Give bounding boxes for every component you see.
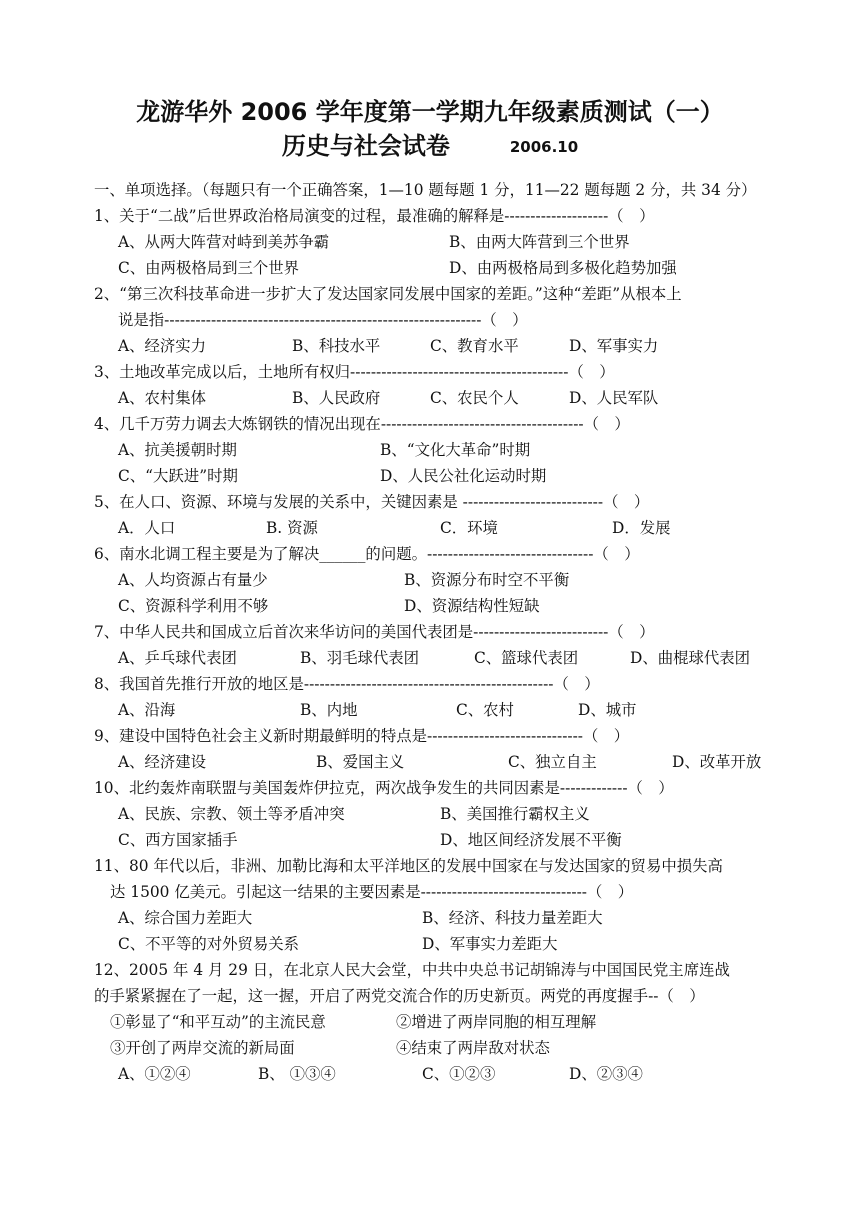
option: B、内地 — [300, 701, 358, 719]
option: A、经济实力 — [118, 337, 207, 355]
option: B、经济、科技力量差距大 — [422, 909, 603, 927]
option: B、科技水平 — [292, 337, 381, 355]
option: C、不平等的对外贸易关系 — [118, 935, 300, 953]
page-subtitle-row — [0, 126, 860, 161]
option: D、人民军队 — [569, 389, 659, 407]
option: D、改革开放 — [672, 753, 762, 771]
option: B、人民政府 — [292, 389, 381, 407]
option: A、经济建设 — [118, 753, 207, 771]
option: B、资源分布时空不平衡 — [404, 571, 570, 589]
option: D、城市 — [578, 701, 637, 719]
option: C、农村 — [456, 701, 514, 719]
option: C、由两极格局到三个世界 — [118, 259, 300, 277]
option: D、由两极格局到多极化趋势加强 — [449, 259, 677, 277]
option: C、篮球代表团 — [474, 649, 579, 667]
option: A、从两大阵营对峙到美苏争霸 — [118, 233, 330, 251]
option: C、独立自主 — [508, 753, 597, 771]
option: B、 ①③④ — [258, 1065, 336, 1083]
exam-date: 2006.10 — [509, 138, 579, 156]
option: C、资源科学利用不够 — [118, 597, 269, 615]
statement: ①彰显了“和平互动”的主流民意 — [110, 1013, 326, 1031]
page-subtitle: 历史与社会试卷 — [281, 132, 450, 160]
option: A、沿海 — [118, 701, 176, 719]
option: A、人均资源占有量少 — [118, 571, 268, 589]
option: B、由两大阵营到三个世界 — [449, 233, 630, 251]
option: C、教育水平 — [430, 337, 519, 355]
option: C、“大跃进”时期 — [118, 467, 238, 485]
option: A．人口 — [118, 519, 176, 537]
option: B. 资源 — [266, 519, 318, 537]
option: D、地区间经济发展不平衡 — [440, 831, 622, 849]
statement: ④结束了两岸敌对状态 — [396, 1039, 550, 1057]
option: B、爱国主义 — [316, 753, 405, 771]
option: A、①②④ — [118, 1065, 191, 1083]
option: C．环境 — [440, 519, 498, 537]
option: A、抗美援朝时期 — [118, 441, 237, 459]
option: B、美国推行霸权主义 — [440, 805, 590, 823]
option: B、羽毛球代表团 — [300, 649, 420, 667]
option: D、曲棍球代表团 — [630, 649, 751, 667]
option: A、民族、宗教、领土等矛盾冲突 — [118, 805, 345, 823]
option: D、人民公社化运动时期 — [380, 467, 547, 485]
option: A、综合国力差距大 — [118, 909, 253, 927]
option: D、资源结构性短缺 — [404, 597, 540, 615]
option: C、西方国家插手 — [118, 831, 238, 849]
option: C、①②③ — [422, 1065, 496, 1083]
page-title: 龙游华外 2006 学年度第一学期九年级素质测试（一） — [136, 98, 724, 126]
option: A、乒乓球代表团 — [118, 649, 237, 667]
statement: ③开创了两岸交流的新局面 — [110, 1039, 295, 1057]
option: C、农民个人 — [430, 389, 519, 407]
option: D、军事实力 — [569, 337, 659, 355]
option: B、“文化大革命”时期 — [380, 441, 531, 459]
exam-page: 龙游华外 2006 学年度第一学期九年级素质测试（一） 历史与社会试卷 2006.10 一、单项选择。（每题只有一个正确答案，1—10 题每题 1 分，11—22 题每题 2 分，共 34 分） 1、关于“二战”后世界政治格局演变的过程，最准确的解释是--------------------（ ） A、从两大阵营对峙到美苏争霸 B、由两大阵营到三个世界 C、由两极格局到三个世界 D、由两极格局到多极化趋势加强 2、“第三次科技革命进一步扩大了发达国家同发展中国家的差距。”这种“差距”从根本上 说是指-------------------------------------------------------------（ ） A、经济实力 B、科技水平 C、教育水平 D、军事实力 3、土地改革完成以后，土地所有权归------------------------------------------（ ） A、农村集体 B、人民政府 C、农民个人 D、人民军队 4、几千万劳力调去大炼钢铁的情况出现在---------------------------------------（ ） A、抗美援朝时期 B、“文化大革命”时期 C、“大跃进”时期 D、人民公社化运动时期 5、在人口、资源、环境与发展的关系中，关键因素是 ---------------------------（ ） A．人口 B. 资源 C．环境 D．发展 6、南水北调工程主要是为了解决______的问题。--------------------------------（ ） A、人均资源占有量少 B、资源分布时空不平衡 C、资源科学利用不够 D、资源结构性短缺 7、中华人民共和国成立后首次来华访问的美国代表团是--------------------------（ ） A、乒乓球代表团 B、羽毛球代表团 C、篮球代表团 D、曲棍球代表团 8、我国首先推行开放的地区是------------------------------------------------（ ） A、沿海 B、内地 C、农村 D、城市 9、建设中国特色社会主义新时期最鲜明的特点是------------------------------（ ） A、经济建设 B、爱国主义 C、独立自主 D、改革开放 10、北约轰炸南联盟与美国轰炸伊拉克，两次战争发生的共同因素是-------------（ ） A、民族、宗教、领土等矛盾冲突 B、美国推行霸权主义 C、西方国家插手 D、地区间经济发展不平衡 11、80 年代以后，非洲、加勒比海和太平洋地区的发展中国家在与发达国家的贸易中损失高 达 1500 亿美元。引起这一结果的主要因素是--------------------------------（ ） A、综合国力差距大 B、经济、科技力量差距大 C、不平等的对外贸易关系 D、军事实力差距大 12、2005 年 4 月 29 日，在北京人民大会堂，中共中央总书记胡锦涛与中国国民党主席连战 的手紧紧握在了一起，这一握，开启了两党交流合作的历史新页。两党的再度握手--（ ） ①彰显了“和平互动”的主流民意 ②增进了两岸同胞的相互理解 ③开创了两岸交流的新局面 ④结束了两岸敌对状态 A、①②④ B、 ①③④ C、①②③ D、②③④ — [0, 0, 860, 1215]
option: D、②③④ — [569, 1065, 643, 1083]
option: A、农村集体 — [118, 389, 207, 407]
section-heading: 一、单项选择。（每题只有一个正确答案，1—10 题每题 1 分，11—22 题每题 2 分，共 34 分） — [94, 181, 757, 199]
option: D、军事实力差距大 — [422, 935, 558, 953]
statement: ②增进了两岸同胞的相互理解 — [396, 1013, 597, 1031]
option: D．发展 — [612, 519, 671, 537]
